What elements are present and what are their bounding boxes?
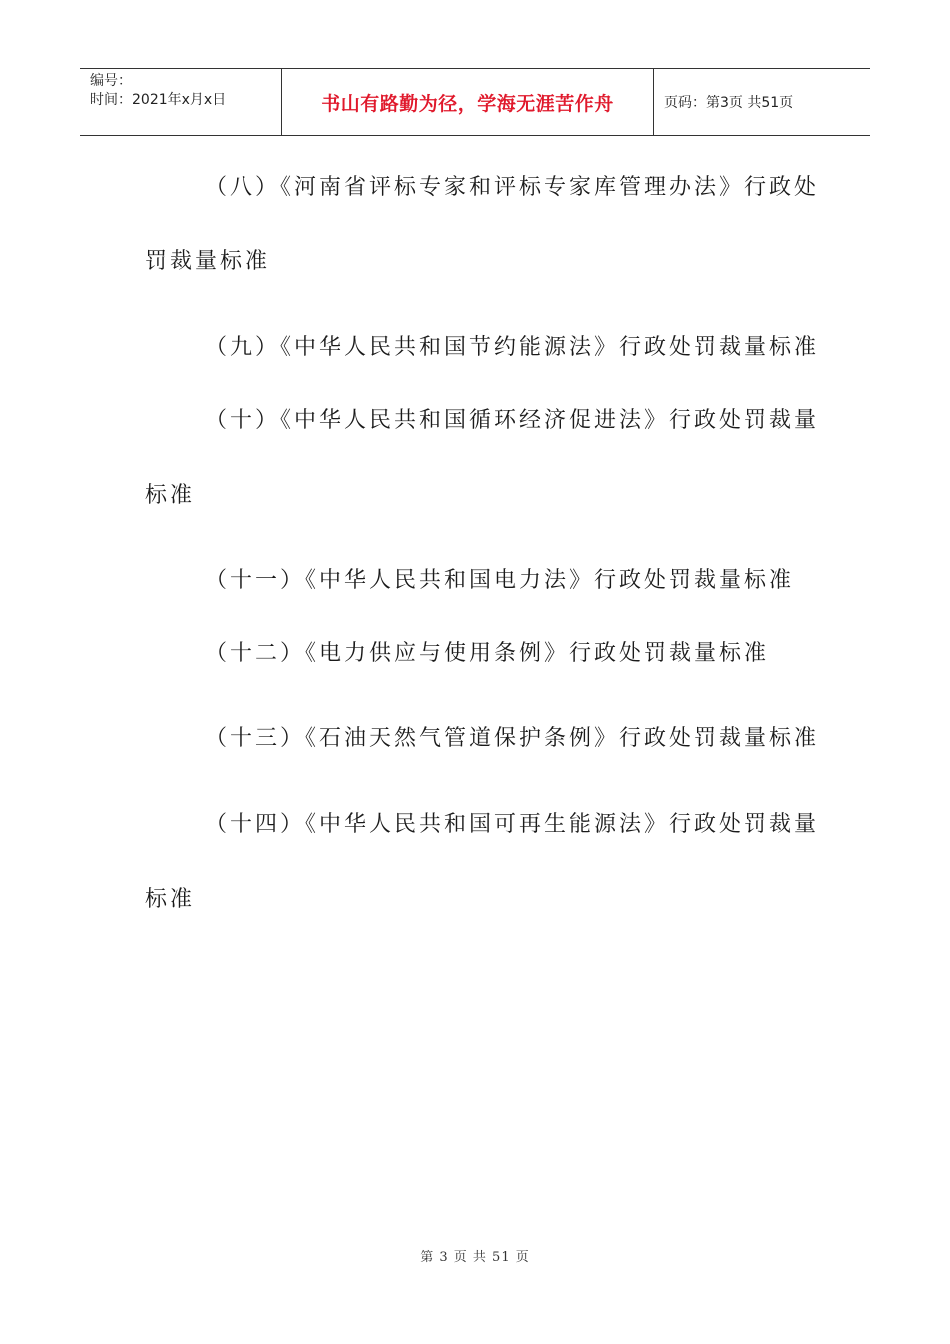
item-14-line-2: 标准 (145, 887, 196, 912)
item-12: （十二）《电力供应与使用条例》行政处罚裁量标准 (205, 641, 770, 666)
item-10-line-1: （十）《中华人民共和国循环经济促进法》行政处罚裁量 (205, 408, 820, 433)
item-9: （九）《中华人民共和国节约能源法》行政处罚裁量标准 (205, 335, 820, 360)
item-13: （十三）《石油天然气管道保护条例》行政处罚裁量标准 (205, 726, 820, 751)
header-meta (80, 69, 282, 135)
item-11: （十一）《中华人民共和国电力法》行政处罚裁量标准 (205, 568, 795, 593)
doc-time-label: 时间：2021年x月x日 (90, 92, 227, 108)
item-8-line-1: （八）《河南省评标专家和评标专家库管理办法》行政处 (205, 175, 820, 200)
item-8-line-2: 罚裁量标准 (145, 249, 271, 274)
header-page-info: 页码：第3页 共51页 (664, 95, 794, 111)
item-10-line-2: 标准 (145, 483, 196, 508)
item-14-line-1: （十四）《中华人民共和国可再生能源法》行政处罚裁量 (205, 812, 820, 837)
page-footer: 第 3 页 共 51 页 (420, 1250, 530, 1265)
page-header (80, 68, 870, 136)
header-motto: 书山有路勤为径，学海无涯苦作舟 (282, 69, 654, 135)
doc-number-label: 编号： (90, 73, 132, 89)
